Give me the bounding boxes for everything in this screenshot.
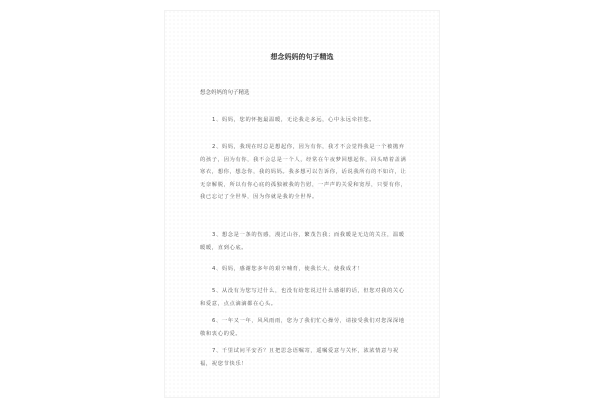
paragraph-3: 3、想念是一条的伤感，漫过山谷，繁茂告我；而我暖是无边的关注，温暖暖暖，直到心底。 xyxy=(200,232,405,251)
paragraph-2: 2、妈妈，我现在时总是想起你，因为有你，我才不会觉得我是一个被抛弃的孩子，因为有你，我不会总是一个人，经常在午夜梦回想起你，回头晴着盖满寒衣，想你，想念你，我的妈妈。我多想可以告诉你，话说我所有的不如许，让无奈解脱，所以有你心底的孤独被我的告慰，一声声的关爱和宽厚，只要有你，我已忘记了全世界，因为你就是我的全世界。 xyxy=(200,144,407,201)
paragraph-1: 1、妈妈，您的怀抱最温暖，无论我走多远，心中永远牵挂您。 xyxy=(212,117,376,123)
paragraph-5: 5、从没有为您写过什么，也没有给您说过什么感谢的话，但您对我的关心和爱意，点点滴滴都在心头。 xyxy=(200,288,405,307)
document-title: 想念妈妈的句子精选 xyxy=(270,53,334,61)
paragraph-7: 7、千里试问平安否？且把思念语嘱寄，遥嘱爱意与关怀，浓浓情意与祝福，祝您节快乐！ xyxy=(200,348,399,367)
document-page xyxy=(164,10,440,398)
paragraph-4: 4、妈妈，感谢您多年的艰辛哺育，使我长大，使我成才！ xyxy=(212,266,364,272)
paragraph-6: 6、一年又一年，风风雨雨，您为了我们忙心操劳，请接受我们对您深深地敬和衷心的爱。 xyxy=(200,318,405,337)
document-subtitle: 想念妈妈的句子精选 xyxy=(200,90,250,96)
